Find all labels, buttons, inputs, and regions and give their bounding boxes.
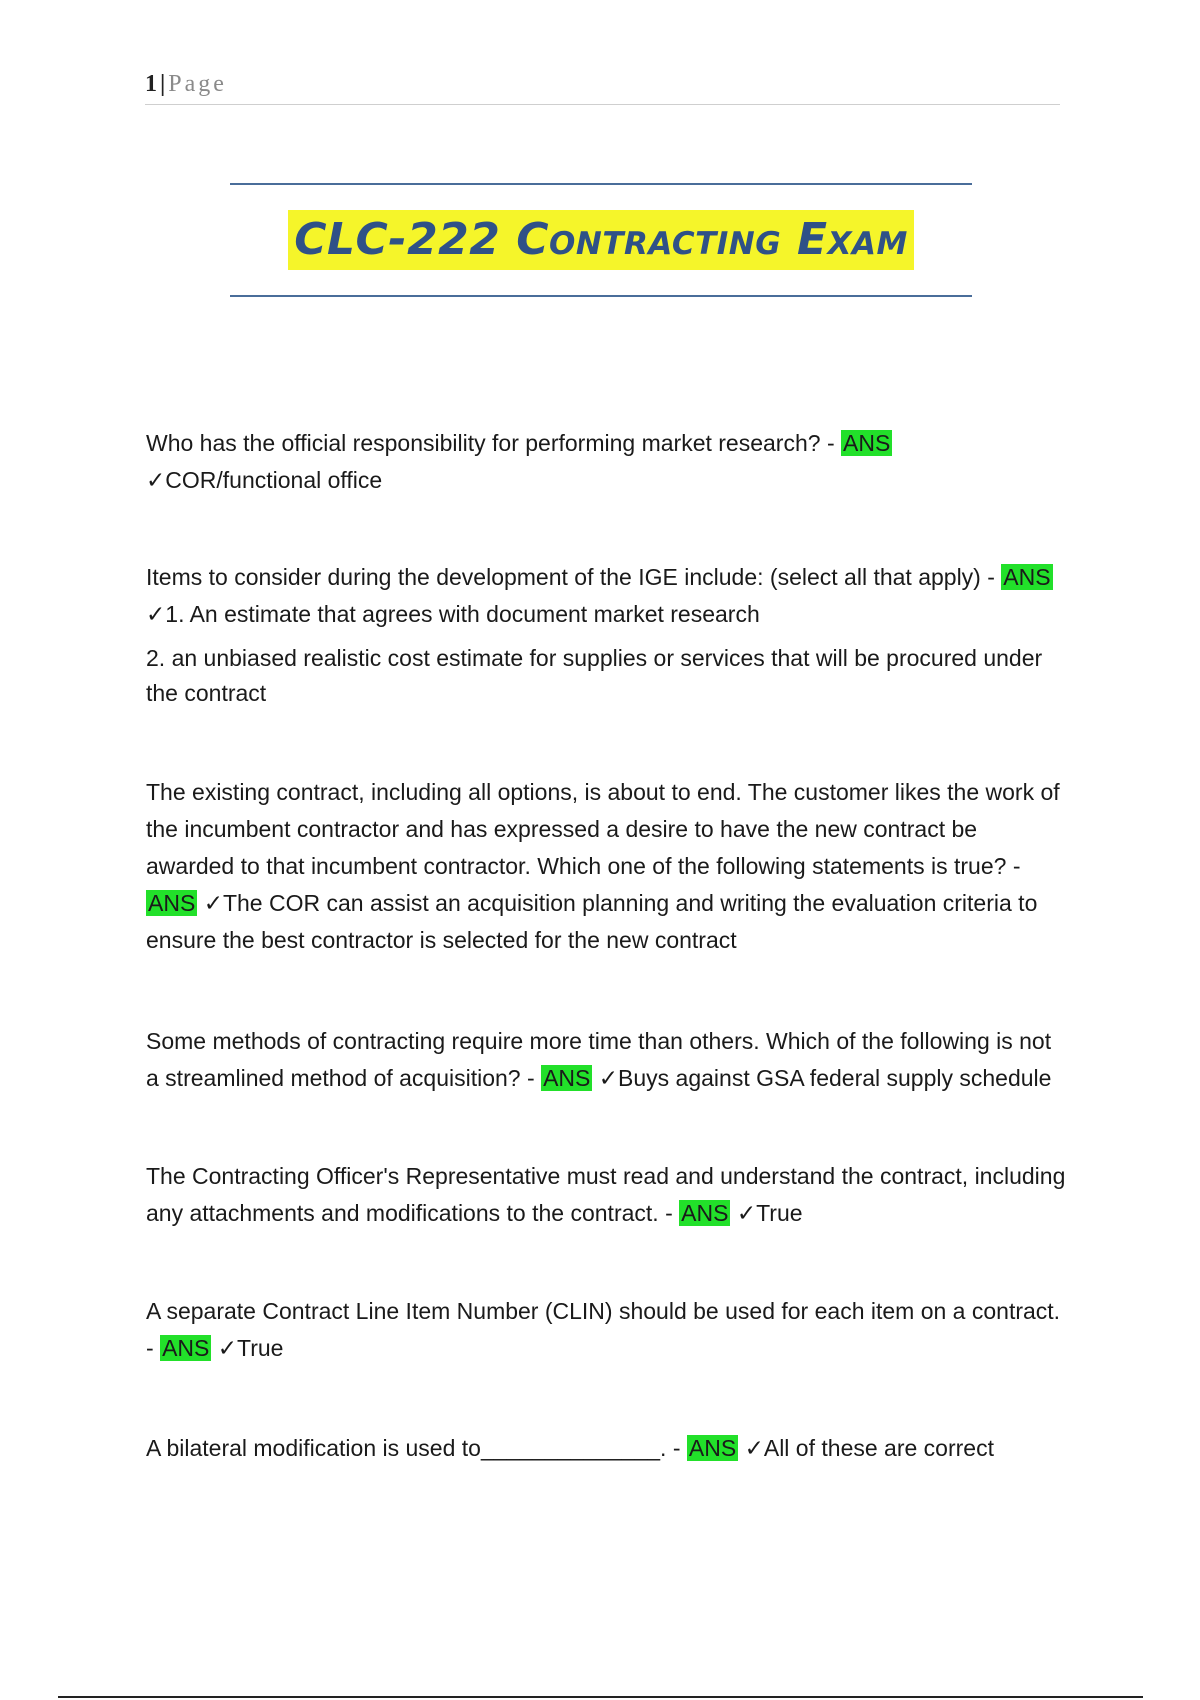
check-icon: ✓ <box>146 601 166 627</box>
question-text: Some methods of contracting require more time than others. Which of the following is not a streamlined method of acquisition? <box>146 1028 1052 1091</box>
ans-highlight: ANS <box>688 1435 737 1461</box>
document-title: CLC-222 Contracting Exam <box>288 210 914 270</box>
page-bottom-rule <box>58 1696 1143 1698</box>
check-icon: ✓ <box>736 1200 757 1226</box>
dash: - <box>665 1200 673 1226</box>
question-text: The existing contract, including all options, is about to end. The customer likes the work of the incumbent contractor and has expressed a desire to have the new contract be awarded to that incumbent contractor. Which one of the following statements is true? <box>146 779 1060 879</box>
answer-text: 1. An estimate that agrees with document market research <box>165 601 760 627</box>
qa-text <box>146 1158 1066 1232</box>
page-number: 1 <box>145 71 157 97</box>
question-text: A separate Contract Line Item Number (CLIN) should be used for each item on a contract. <box>146 1298 1061 1324</box>
check-icon: ✓ <box>217 1335 238 1361</box>
ans-highlight: ANS <box>843 430 891 456</box>
answer-text: Buys against GSA federal supply schedule <box>618 1065 1052 1091</box>
dash: - <box>826 430 835 456</box>
question-text: Who has the official responsibility for performing market research? <box>146 430 821 456</box>
check-icon: ✓ <box>744 1435 764 1461</box>
dash: - <box>1012 853 1021 879</box>
question-text: The Contracting Officer's Representative must read and understand the contract, including any attachments and modifications to the contract. <box>146 1163 1066 1226</box>
dash: - <box>672 1435 681 1461</box>
qa-item <box>146 559 1066 711</box>
page-label: Page <box>168 71 227 97</box>
qa-item <box>146 425 1066 499</box>
qa-item <box>146 774 1066 959</box>
check-icon: ✓ <box>598 1065 619 1091</box>
page-separator: | <box>160 71 166 97</box>
qa-text <box>146 774 1066 959</box>
qa-item <box>146 1023 1066 1097</box>
qa-list <box>146 425 1066 1467</box>
answer-text: COR/functional office <box>165 467 383 493</box>
answer-text: All of these are correct <box>763 1435 994 1461</box>
qa-item <box>146 1158 1066 1232</box>
question-text: Items to consider during the development of the IGE include: (select all that apply) <box>146 564 981 590</box>
qa-text <box>146 425 1066 499</box>
qa-item <box>146 1293 1066 1367</box>
dash: - <box>146 1335 154 1361</box>
answer-text: True <box>756 1200 803 1226</box>
dash: - <box>527 1065 535 1091</box>
ans-highlight: ANS <box>162 1335 210 1361</box>
ans-highlight: ANS <box>543 1065 591 1091</box>
dash: - <box>987 564 995 590</box>
ans-highlight: ANS <box>1003 564 1051 590</box>
question-text: A bilateral modification is used to______________. <box>146 1435 667 1461</box>
qa-text <box>146 1293 1066 1367</box>
page-header <box>145 70 1060 105</box>
answer-continuation: 2. an unbiased realistic cost estimate for supplies or services that will be procured under the contract <box>146 645 1043 706</box>
check-icon: ✓ <box>146 467 166 493</box>
qa-text <box>146 559 1066 633</box>
ans-highlight: ANS <box>681 1200 729 1226</box>
title-banner <box>230 183 972 297</box>
qa-text <box>146 1430 1066 1467</box>
ans-highlight: ANS <box>148 890 196 916</box>
check-icon: ✓ <box>203 890 223 916</box>
answer-text: True <box>237 1335 284 1361</box>
qa-item <box>146 1430 1066 1467</box>
qa-text <box>146 1023 1066 1097</box>
answer-text: The COR can assist an acquisition planning and writing the evaluation criteria to ensure the best contractor is selected for the new contract <box>146 890 1038 953</box>
